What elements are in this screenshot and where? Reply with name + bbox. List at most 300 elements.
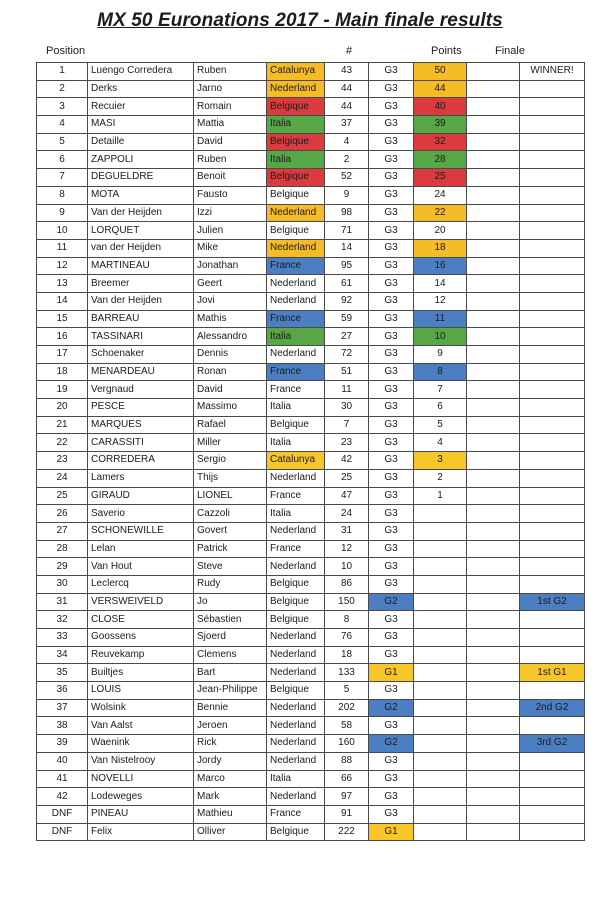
nation-cell: Italia	[267, 151, 325, 169]
group-cell: G3	[369, 399, 414, 417]
group-cell: G3	[369, 328, 414, 346]
group-cell: G3	[369, 239, 414, 257]
spacer-cell	[467, 593, 520, 611]
last-name-cell: Lelan	[88, 540, 194, 558]
position-cell: 18	[37, 363, 88, 381]
last-name-cell: Detaille	[88, 133, 194, 151]
points-cell	[414, 823, 467, 841]
points-cell	[414, 717, 467, 735]
bike-number-cell: 61	[325, 275, 369, 293]
spacer-cell	[467, 629, 520, 647]
last-name-cell: van der Heijden	[88, 239, 194, 257]
finale-cell	[520, 239, 585, 257]
first-name-cell: Marco	[194, 770, 267, 788]
first-name-cell: Ruben	[194, 151, 267, 169]
last-name-cell: CARASSITI	[88, 434, 194, 452]
last-name-cell: Reuvekamp	[88, 646, 194, 664]
table-row	[37, 682, 585, 700]
nation-cell: France	[267, 540, 325, 558]
points-cell: 20	[414, 222, 467, 240]
spacer-cell	[467, 239, 520, 257]
bike-number-cell: 27	[325, 328, 369, 346]
first-name-cell: Bennie	[194, 699, 267, 717]
nation-cell: Nederland	[267, 80, 325, 98]
bike-number-cell: 11	[325, 381, 369, 399]
finale-cell: 3rd G2	[520, 735, 585, 753]
group-cell: G3	[369, 222, 414, 240]
position-cell: 5	[37, 133, 88, 151]
nation-cell: France	[267, 381, 325, 399]
bike-number-cell: 76	[325, 629, 369, 647]
finale-cell	[520, 116, 585, 134]
bike-number-cell: 18	[325, 646, 369, 664]
bike-number-cell: 95	[325, 257, 369, 275]
position-cell: 26	[37, 505, 88, 523]
group-cell: G3	[369, 116, 414, 134]
finale-cell	[520, 629, 585, 647]
points-cell	[414, 505, 467, 523]
spacer-cell	[467, 575, 520, 593]
points-cell: 7	[414, 381, 467, 399]
last-name-cell: Goossens	[88, 629, 194, 647]
table-row	[37, 151, 585, 169]
table-row	[37, 717, 585, 735]
position-cell: 27	[37, 522, 88, 540]
finale-cell	[520, 98, 585, 116]
bike-number-cell: 66	[325, 770, 369, 788]
first-name-cell: Romain	[194, 98, 267, 116]
position-cell: 30	[37, 575, 88, 593]
spacer-cell	[467, 752, 520, 770]
position-cell: 32	[37, 611, 88, 629]
last-name-cell: MASI	[88, 116, 194, 134]
nation-cell: Nederland	[267, 558, 325, 576]
bike-number-cell: 92	[325, 292, 369, 310]
points-cell: 22	[414, 204, 467, 222]
nation-cell: Nederland	[267, 469, 325, 487]
group-cell: G3	[369, 646, 414, 664]
first-name-cell: Olliver	[194, 823, 267, 841]
first-name-cell: Rudy	[194, 575, 267, 593]
nation-cell: Belgique	[267, 169, 325, 187]
spacer-cell	[467, 151, 520, 169]
position-cell: 9	[37, 204, 88, 222]
spacer-cell	[467, 98, 520, 116]
spacer-cell	[467, 346, 520, 364]
bike-number-cell: 12	[325, 540, 369, 558]
last-name-cell: ZAPPOLI	[88, 151, 194, 169]
group-cell: G3	[369, 133, 414, 151]
group-cell: G3	[369, 770, 414, 788]
spacer-cell	[467, 381, 520, 399]
first-name-cell: Fausto	[194, 186, 267, 204]
position-cell: DNF	[37, 823, 88, 841]
nation-cell: France	[267, 487, 325, 505]
first-name-cell: LIONEL	[194, 487, 267, 505]
points-cell	[414, 770, 467, 788]
nation-cell: Nederland	[267, 664, 325, 682]
group-cell: G3	[369, 629, 414, 647]
table-row	[37, 346, 585, 364]
table-row	[37, 593, 585, 611]
first-name-cell: Sergio	[194, 452, 267, 470]
table-row	[37, 80, 585, 98]
position-cell: 38	[37, 717, 88, 735]
table-row	[37, 116, 585, 134]
finale-cell: 2nd G2	[520, 699, 585, 717]
last-name-cell: Builtjes	[88, 664, 194, 682]
bike-number-cell: 86	[325, 575, 369, 593]
nation-cell: Nederland	[267, 646, 325, 664]
nation-cell: Nederland	[267, 735, 325, 753]
last-name-cell: LOUIS	[88, 682, 194, 700]
spacer-cell	[467, 646, 520, 664]
position-cell: 15	[37, 310, 88, 328]
points-cell: 10	[414, 328, 467, 346]
group-cell: G3	[369, 80, 414, 98]
points-cell: 6	[414, 399, 467, 417]
first-name-cell: Benoit	[194, 169, 267, 187]
points-cell: 5	[414, 416, 467, 434]
table-row	[37, 328, 585, 346]
last-name-cell: MARTINEAU	[88, 257, 194, 275]
points-cell	[414, 699, 467, 717]
nation-cell: Italia	[267, 399, 325, 417]
position-cell: 25	[37, 487, 88, 505]
last-name-cell: Van Nistelrooy	[88, 752, 194, 770]
group-cell: G3	[369, 505, 414, 523]
first-name-cell: Mattia	[194, 116, 267, 134]
finale-cell	[520, 611, 585, 629]
nation-cell: Nederland	[267, 522, 325, 540]
first-name-cell: David	[194, 381, 267, 399]
points-cell: 24	[414, 186, 467, 204]
nation-cell: France	[267, 257, 325, 275]
first-name-cell: Massimo	[194, 399, 267, 417]
spacer-cell	[467, 416, 520, 434]
position-cell: 41	[37, 770, 88, 788]
group-cell: G3	[369, 275, 414, 293]
group-cell: G3	[369, 381, 414, 399]
spacer-cell	[467, 80, 520, 98]
points-cell: 25	[414, 169, 467, 187]
first-name-cell: Mike	[194, 239, 267, 257]
nation-cell: Italia	[267, 770, 325, 788]
position-cell: 7	[37, 169, 88, 187]
table-row	[37, 310, 585, 328]
position-cell: 12	[37, 257, 88, 275]
points-cell	[414, 682, 467, 700]
position-cell: 8	[37, 186, 88, 204]
nation-cell: Catalunya	[267, 452, 325, 470]
first-name-cell: Jonathan	[194, 257, 267, 275]
table-row	[37, 434, 585, 452]
position-cell: 11	[37, 239, 88, 257]
spacer-cell	[467, 63, 520, 81]
table-row	[37, 363, 585, 381]
finale-cell	[520, 346, 585, 364]
last-name-cell: Van Hout	[88, 558, 194, 576]
first-name-cell: David	[194, 133, 267, 151]
table-row	[37, 823, 585, 841]
spacer-cell	[467, 540, 520, 558]
first-name-cell: Cazzoli	[194, 505, 267, 523]
spacer-cell	[467, 505, 520, 523]
bike-number-cell: 160	[325, 735, 369, 753]
bike-number-cell: 8	[325, 611, 369, 629]
position-cell: 4	[37, 116, 88, 134]
spacer-cell	[467, 257, 520, 275]
finale-cell	[520, 292, 585, 310]
last-name-cell: MOTA	[88, 186, 194, 204]
bike-number-cell: 71	[325, 222, 369, 240]
page-title: MX 50 Euronations 2017 - Main finale results	[97, 10, 503, 31]
bike-number-cell: 24	[325, 505, 369, 523]
table-row	[37, 540, 585, 558]
last-name-cell: GIRAUD	[88, 487, 194, 505]
group-cell: G3	[369, 416, 414, 434]
bike-number-cell: 10	[325, 558, 369, 576]
points-cell: 40	[414, 98, 467, 116]
first-name-cell: Mathieu	[194, 805, 267, 823]
results-table	[36, 62, 585, 841]
nation-cell: Italia	[267, 328, 325, 346]
finale-cell	[520, 151, 585, 169]
bike-number-cell: 72	[325, 346, 369, 364]
position-cell: 24	[37, 469, 88, 487]
nation-cell: Italia	[267, 434, 325, 452]
table-row	[37, 63, 585, 81]
points-cell	[414, 664, 467, 682]
points-cell: 12	[414, 292, 467, 310]
last-name-cell: Schoenaker	[88, 346, 194, 364]
points-cell: 28	[414, 151, 467, 169]
first-name-cell: Govert	[194, 522, 267, 540]
points-cell	[414, 522, 467, 540]
bike-number-cell: 91	[325, 805, 369, 823]
bike-number-cell: 7	[325, 416, 369, 434]
table-row	[37, 664, 585, 682]
finale-cell	[520, 399, 585, 417]
header-number: #	[346, 45, 353, 57]
first-name-cell: Bart	[194, 664, 267, 682]
group-cell: G2	[369, 735, 414, 753]
table-row	[37, 788, 585, 806]
finale-cell	[520, 646, 585, 664]
position-cell: 14	[37, 292, 88, 310]
group-cell: G3	[369, 151, 414, 169]
nation-cell: Belgique	[267, 98, 325, 116]
nation-cell: Nederland	[267, 275, 325, 293]
last-name-cell: CLOSE	[88, 611, 194, 629]
bike-number-cell: 133	[325, 664, 369, 682]
group-cell: G2	[369, 593, 414, 611]
spacer-cell	[467, 611, 520, 629]
nation-cell: Belgique	[267, 593, 325, 611]
spacer-cell	[467, 222, 520, 240]
finale-cell	[520, 80, 585, 98]
finale-cell	[520, 575, 585, 593]
nation-cell: Belgique	[267, 133, 325, 151]
first-name-cell: Sjoerd	[194, 629, 267, 647]
bike-number-cell: 98	[325, 204, 369, 222]
group-cell: G3	[369, 788, 414, 806]
table-row	[37, 452, 585, 470]
nation-cell: Nederland	[267, 788, 325, 806]
position-cell: 13	[37, 275, 88, 293]
position-cell: DNF	[37, 805, 88, 823]
position-cell: 3	[37, 98, 88, 116]
finale-cell: WINNER!	[520, 63, 585, 81]
points-cell: 9	[414, 346, 467, 364]
group-cell: G3	[369, 469, 414, 487]
first-name-cell: Sébastien	[194, 611, 267, 629]
nation-cell: Nederland	[267, 717, 325, 735]
spacer-cell	[467, 805, 520, 823]
finale-cell	[520, 222, 585, 240]
header-finale: Finale	[495, 45, 525, 57]
last-name-cell: Felix	[88, 823, 194, 841]
group-cell: G3	[369, 169, 414, 187]
first-name-cell: Alessandro	[194, 328, 267, 346]
results-body	[37, 63, 585, 841]
table-row	[37, 204, 585, 222]
bike-number-cell: 97	[325, 788, 369, 806]
points-cell	[414, 611, 467, 629]
last-name-cell: PESCE	[88, 399, 194, 417]
first-name-cell: Jeroen	[194, 717, 267, 735]
points-cell	[414, 735, 467, 753]
points-cell: 8	[414, 363, 467, 381]
finale-cell	[520, 434, 585, 452]
spacer-cell	[467, 717, 520, 735]
finale-cell	[520, 133, 585, 151]
last-name-cell: Lodeweges	[88, 788, 194, 806]
group-cell: G3	[369, 257, 414, 275]
finale-cell	[520, 682, 585, 700]
points-cell	[414, 629, 467, 647]
first-name-cell: Mathis	[194, 310, 267, 328]
nation-cell: Italia	[267, 505, 325, 523]
points-cell: 3	[414, 452, 467, 470]
group-cell: G3	[369, 98, 414, 116]
position-cell: 19	[37, 381, 88, 399]
table-row	[37, 399, 585, 417]
finale-cell	[520, 788, 585, 806]
finale-cell: 1st G1	[520, 664, 585, 682]
position-cell: 33	[37, 629, 88, 647]
spacer-cell	[467, 735, 520, 753]
table-row	[37, 469, 585, 487]
finale-cell	[520, 752, 585, 770]
first-name-cell: Ronan	[194, 363, 267, 381]
nation-cell: Belgique	[267, 222, 325, 240]
table-row	[37, 505, 585, 523]
spacer-cell	[467, 204, 520, 222]
table-row	[37, 169, 585, 187]
nation-cell: Belgique	[267, 611, 325, 629]
last-name-cell: PINEAU	[88, 805, 194, 823]
finale-cell	[520, 770, 585, 788]
position-cell: 2	[37, 80, 88, 98]
bike-number-cell: 58	[325, 717, 369, 735]
position-cell: 35	[37, 664, 88, 682]
nation-cell: Belgique	[267, 575, 325, 593]
group-cell: G3	[369, 310, 414, 328]
bike-number-cell: 202	[325, 699, 369, 717]
last-name-cell: TASSINARI	[88, 328, 194, 346]
finale-cell	[520, 505, 585, 523]
bike-number-cell: 51	[325, 363, 369, 381]
group-cell: G3	[369, 346, 414, 364]
header-position: Position	[46, 45, 86, 57]
spacer-cell	[467, 469, 520, 487]
table-row	[37, 522, 585, 540]
group-cell: G3	[369, 522, 414, 540]
first-name-cell: Ruben	[194, 63, 267, 81]
points-cell	[414, 540, 467, 558]
bike-number-cell: 23	[325, 434, 369, 452]
spacer-cell	[467, 487, 520, 505]
position-cell: 21	[37, 416, 88, 434]
bike-number-cell: 44	[325, 98, 369, 116]
table-row	[37, 292, 585, 310]
position-cell: 29	[37, 558, 88, 576]
bike-number-cell: 30	[325, 399, 369, 417]
first-name-cell: Jovi	[194, 292, 267, 310]
finale-cell	[520, 558, 585, 576]
position-cell: 17	[37, 346, 88, 364]
points-cell: 39	[414, 116, 467, 134]
bike-number-cell: 59	[325, 310, 369, 328]
table-row	[37, 239, 585, 257]
nation-cell: Catalunya	[267, 63, 325, 81]
table-row	[37, 487, 585, 505]
finale-cell	[520, 469, 585, 487]
nation-cell: Belgique	[267, 416, 325, 434]
finale-cell	[520, 416, 585, 434]
points-cell: 4	[414, 434, 467, 452]
bike-number-cell: 47	[325, 487, 369, 505]
position-cell: 39	[37, 735, 88, 753]
spacer-cell	[467, 699, 520, 717]
nation-cell: Belgique	[267, 186, 325, 204]
group-cell: G2	[369, 699, 414, 717]
points-cell: 50	[414, 63, 467, 81]
points-cell: 11	[414, 310, 467, 328]
bike-number-cell: 4	[325, 133, 369, 151]
nation-cell: Nederland	[267, 752, 325, 770]
first-name-cell: Rafael	[194, 416, 267, 434]
first-name-cell: Clemens	[194, 646, 267, 664]
first-name-cell: Jordy	[194, 752, 267, 770]
last-name-cell: SCHONEWILLE	[88, 522, 194, 540]
group-cell: G3	[369, 558, 414, 576]
first-name-cell: Jo	[194, 593, 267, 611]
spacer-cell	[467, 116, 520, 134]
group-cell: G3	[369, 682, 414, 700]
bike-number-cell: 222	[325, 823, 369, 841]
table-row	[37, 257, 585, 275]
position-cell: 22	[37, 434, 88, 452]
first-name-cell: Dennis	[194, 346, 267, 364]
table-row	[37, 611, 585, 629]
bike-number-cell: 43	[325, 63, 369, 81]
table-row	[37, 98, 585, 116]
spacer-cell	[467, 434, 520, 452]
table-row	[37, 752, 585, 770]
finale-cell	[520, 310, 585, 328]
